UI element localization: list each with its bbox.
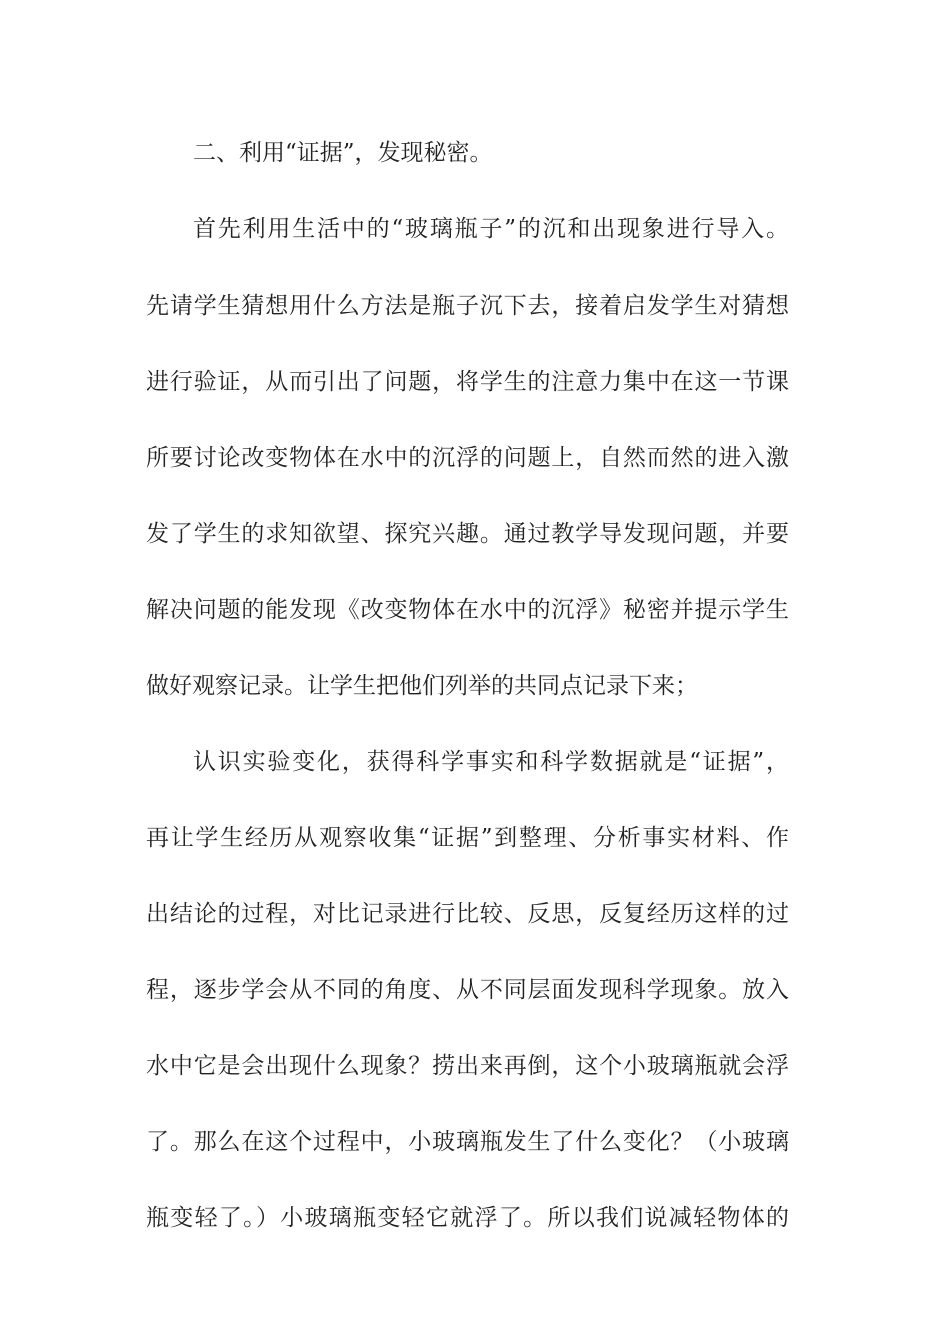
paragraph-line: 所要讨论改变物体在水中的沉浮的问题上，自然而然的进入激 (146, 445, 789, 471)
paragraph-line: 水中它是会出现什么现象？捞出来再倒，这个小玻璃瓶就会浮 (146, 1053, 789, 1079)
paragraph-line: 瓶变轻了。）小玻璃瓶变轻它就浮了。所以我们说减轻物体的 (146, 1205, 789, 1231)
paragraph-line: 做好观察记录。让学生把他们列举的共同点记录下来； (146, 673, 698, 699)
paragraph-line: 先请学生猜想用什么方法是瓶子沉下去，接着启发学生对猜想 (146, 293, 789, 319)
paragraph-line: 出结论的过程，对比记录进行比较、反思，反复经历这样的过 (146, 901, 789, 927)
paragraph-line: 再让学生经历从观察收集“证据”到整理、分析事实材料、作 (146, 825, 789, 851)
paragraph-line: 进行验证，从而引出了问题，将学生的注意力集中在这一节课 (146, 369, 789, 395)
paragraph-line: 了。那么在这个过程中，小玻璃瓶发生了什么变化？（小玻璃 (146, 1129, 789, 1155)
paragraph-line: 发了学生的求知欲望、探究兴趣。通过教学导发现问题，并要 (146, 521, 789, 547)
paragraph-line: 认识实验变化，获得科学事实和科学数据就是“证据”， (193, 749, 789, 775)
paragraph-line: 首先利用生活中的“玻璃瓶子”的沉和出现象进行导入。 (193, 216, 789, 242)
paragraph-line: 程，逐步学会从不同的角度、从不同层面发现科学现象。放入 (146, 977, 789, 1003)
section-heading: 二、利用“证据”，发现秘密。 (193, 140, 493, 166)
paragraph-line: 解决问题的能发现《改变物体在水中的沉浮》秘密并提示学生 (146, 597, 789, 623)
